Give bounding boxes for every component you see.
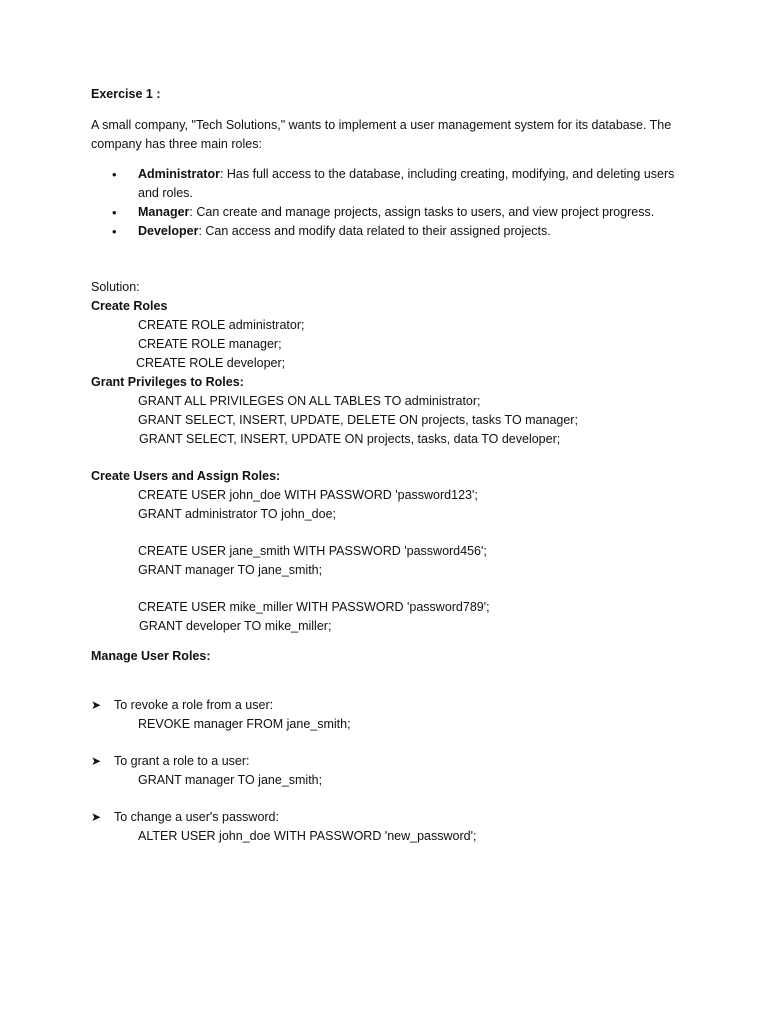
role-desc: : Has full access to the database, including creating, modifying, and deleting users and roles. — [138, 167, 675, 200]
section-heading-grant-privileges: Grant Privileges to Roles: — [91, 375, 244, 389]
list-item — [91, 165, 691, 203]
bullet-dot-icon: • — [112, 167, 117, 182]
code-line: CREATE ROLE developer; — [136, 356, 286, 370]
code-line: GRANT manager TO jane_smith; — [138, 773, 323, 787]
arrow-bullet-icon: ➤ — [91, 810, 102, 824]
code-line: GRANT manager TO jane_smith; — [138, 563, 323, 577]
code-line: GRANT ALL PRIVILEGES ON ALL TABLES TO administrator; — [138, 394, 481, 408]
code-line: GRANT SELECT, INSERT, UPDATE ON projects, tasks, data TO developer; — [139, 432, 561, 446]
code-line: CREATE USER mike_miller WITH PASSWORD 'password789'; — [138, 600, 490, 614]
list-item — [91, 203, 691, 222]
role-name: Developer — [138, 224, 199, 238]
section-heading-manage-roles: Manage User Roles: — [91, 649, 211, 663]
code-line: GRANT SELECT, INSERT, UPDATE, DELETE ON projects, tasks TO manager; — [138, 413, 578, 427]
list-item — [91, 222, 691, 241]
role-name: Manager — [138, 205, 190, 219]
arrow-bullet-icon: ➤ — [91, 754, 102, 768]
bullet-dot-icon: • — [112, 224, 117, 239]
code-line: GRANT administrator TO john_doe; — [138, 507, 337, 521]
role-name: Administrator — [138, 167, 220, 181]
bullet-dot-icon: • — [112, 205, 117, 220]
solution-label: Solution: — [91, 280, 140, 294]
intro-paragraph: A small company, "Tech Solutions," wants to implement a user management system for its database. The company has three main roles: — [91, 118, 672, 151]
code-line: CREATE ROLE manager; — [138, 337, 282, 351]
section-heading-create-roles: Create Roles — [91, 299, 168, 313]
roles-list — [91, 165, 691, 241]
list-item — [91, 752, 691, 771]
manage-item-label: To revoke a role from a user: — [114, 698, 274, 712]
exercise-title: Exercise 1 : — [91, 87, 161, 101]
code-line: REVOKE manager FROM jane_smith; — [138, 717, 351, 731]
code-line: GRANT developer TO mike_miller; — [139, 619, 332, 633]
section-heading-create-users: Create Users and Assign Roles: — [91, 469, 281, 483]
list-item — [91, 808, 691, 827]
role-desc: : Can create and manage projects, assign tasks to users, and view project progress. — [189, 205, 655, 219]
code-line: ALTER USER john_doe WITH PASSWORD 'new_password'; — [138, 829, 477, 843]
document-page — [91, 85, 691, 846]
arrow-bullet-icon: ➤ — [91, 698, 102, 712]
code-line: CREATE USER john_doe WITH PASSWORD 'password123'; — [138, 488, 478, 502]
role-desc: : Can access and modify data related to their assigned projects. — [198, 224, 551, 238]
code-line: CREATE ROLE administrator; — [138, 318, 305, 332]
manage-item-label: To change a user's password: — [114, 810, 279, 824]
code-line: CREATE USER jane_smith WITH PASSWORD 'password456'; — [138, 544, 487, 558]
manage-item-label: To grant a role to a user: — [114, 754, 250, 768]
list-item — [91, 696, 691, 715]
